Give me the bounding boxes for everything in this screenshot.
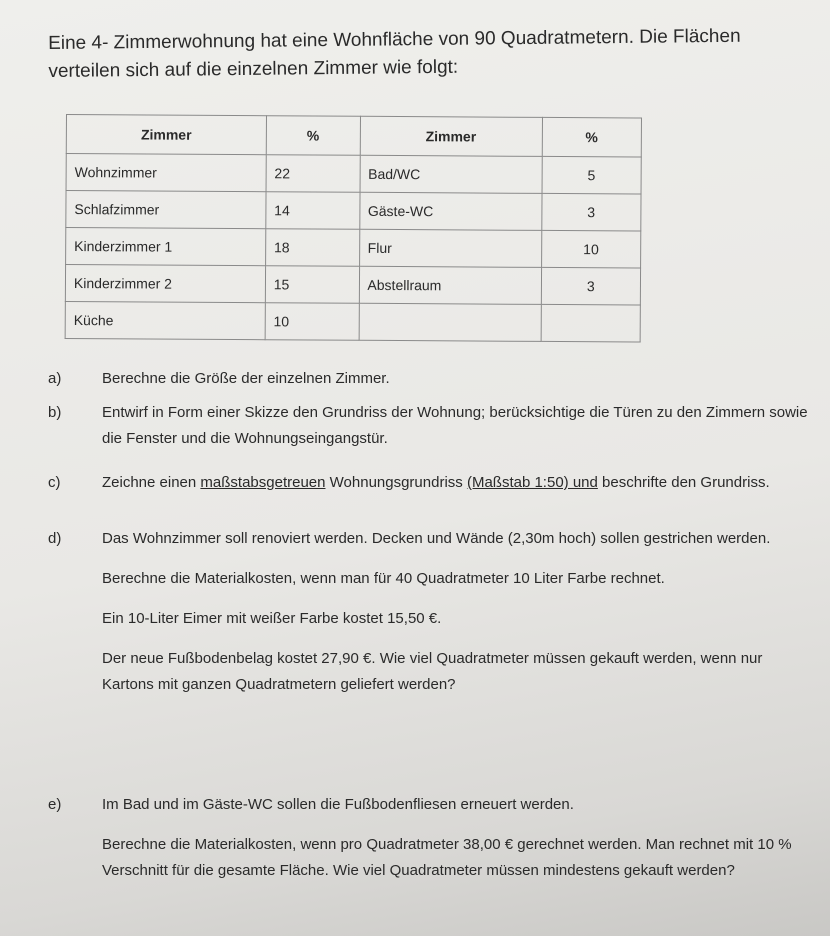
header-percent-2: % [542,117,642,157]
task-e-label: e) [48,796,62,813]
task-b [48,400,818,452]
room-percentage-table [65,114,642,343]
room-percent [541,304,641,342]
table-row [65,301,640,342]
room-name: Gäste-WC [359,192,541,230]
room-percent: 22 [266,155,360,193]
task-c-text [102,470,818,496]
room-percent: 3 [541,193,641,231]
table-row [66,228,641,269]
task-c-text-part: beschrifte den Grundriss. [597,474,770,491]
task-d-paragraph-1: Das Wohnzimmer soll renoviert werden. Decken und Wände (2,30m hoch) sollen gestrichen werden. [102,530,771,547]
task-c-underlined-scale: (Maßstab 1:50) und [466,474,598,491]
task-d-label: d) [48,530,62,547]
task-d-paragraph-2: Berechne die Materialkosten, wenn man für 40 Quadratmeter 10 Liter Farbe rechnet. [102,570,665,587]
room-percent: 3 [541,267,641,305]
task-e-paragraph-1: Im Bad und im Gäste-WC sollen die Fußbodenfliesen erneuert werden. [102,796,574,813]
room-percent: 10 [265,303,359,341]
task-c [48,470,818,496]
room-name: Wohnzimmer [66,154,266,192]
task-a-text: Berechne die Größe der einzelnen Zimmer. [102,370,390,387]
header-room-2: Zimmer [360,116,542,156]
room-name: Kinderzimmer 2 [65,265,265,303]
task-d [48,526,818,698]
task-c-underlined-scale-word: maßstabsgetreuen [200,474,326,491]
room-name: Abstellraum [359,266,541,304]
task-c-text-part: Zeichne einen [102,474,201,491]
task-b-label: b) [48,404,62,421]
room-percent: 5 [542,156,642,194]
room-name: Schlafzimmer [66,191,266,229]
header-percent-1: % [266,116,360,156]
room-percent: 18 [265,229,359,267]
table-header-row [66,115,641,158]
room-name: Bad/WC [360,155,542,193]
task-a-label: a) [48,370,62,387]
room-percent: 10 [541,230,641,268]
task-c-label: c) [48,474,61,491]
room-name: Küche [65,301,265,339]
room-name [359,303,541,341]
task-d-paragraph-3: Ein 10-Liter Eimer mit weißer Farbe kostet 15,50 €. [102,610,442,627]
task-d-paragraph-4: Der neue Fußbodenbelag kostet 27,90 €. Wie viel Quadratmeter müssen gekauft werden, wenn nur Kartons mit ganzen Quadratmetern geliefert werden? [102,650,763,693]
room-percent: 15 [265,266,359,304]
intro-text: Eine 4- Zimmerwohnung hat eine Wohnfläche von 90 Quadratmetern. Die Flächen verteilen sich auf die einzelnen Zimmer wie folgt: [48,25,741,82]
task-c-text-part: Wohnungsgrundriss [325,474,467,491]
room-percent: 14 [266,192,360,230]
table-row [65,265,640,306]
header-room-1: Zimmer [66,115,266,155]
task-e [48,792,818,884]
room-name: Kinderzimmer 1 [66,228,266,266]
task-e-paragraph-2: Berechne die Materialkosten, wenn pro Quadratmeter 38,00 € gerechnet werden. Man rechnet mit 10 % Verschnitt für die gesamte Fläche. Wie viel Quadratmeter müssen mindestens gekauft werden? [102,836,792,879]
task-b-text: Entwirf in Form einer Skizze den Grundriss der Wohnung; berücksichtige die Türen zu den Zimmern sowie die Fenster und die Wohnungseingangstür. [102,404,808,447]
room-name: Flur [359,229,541,267]
task-a [48,366,818,392]
table-row [66,154,641,195]
table-row [66,191,641,232]
